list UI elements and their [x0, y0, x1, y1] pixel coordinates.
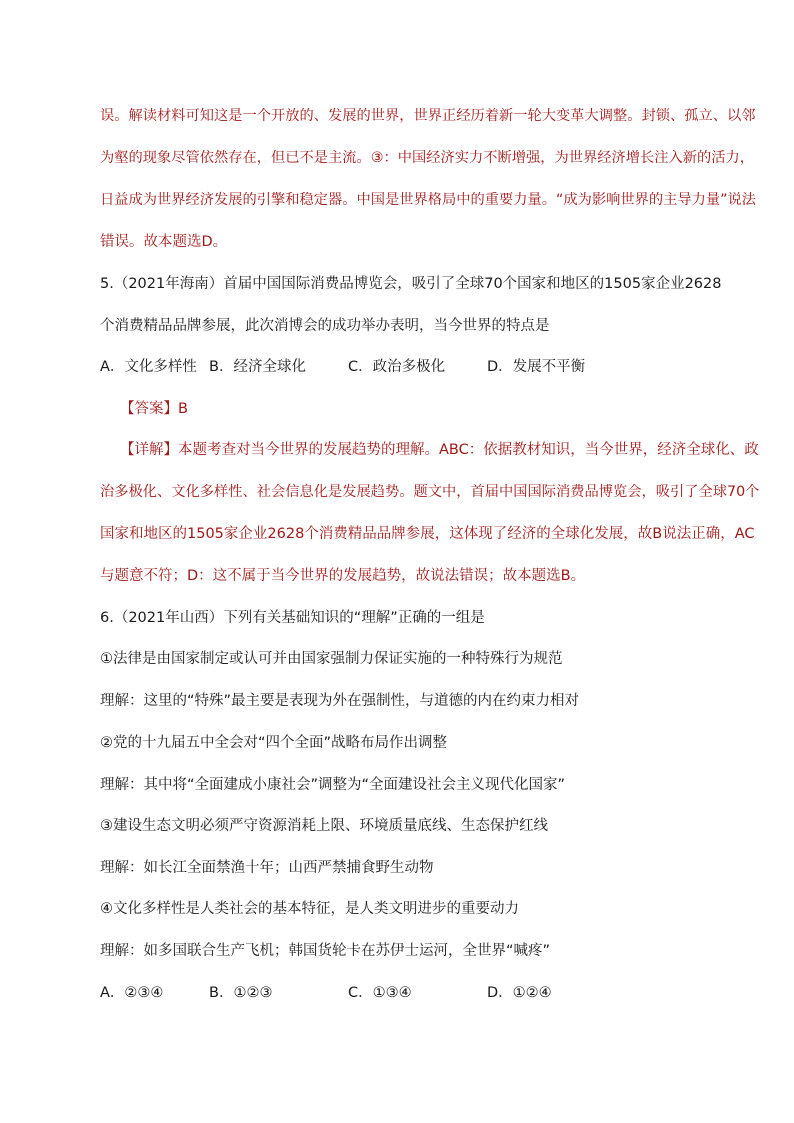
q5-stem-line-1: 5.（2021年海南）首届中国国际消费品博览会，吸引了全球70个国家和地区的1505家企业2628 [100, 276, 722, 292]
q6-option-d: D．①②④ [487, 985, 552, 1001]
q5-option-b: B．经济全球化 [209, 359, 306, 375]
q5-stem-line-2: 个消费精品品牌参展，此次消博会的成功举办表明，当今世界的特点是 [100, 318, 550, 334]
prev-explanation-line-1: 误。解读材料可知这是一个开放的、发展的世界，世界正经历着新一轮大变革大调整。封锁、孤立、以邻 [100, 108, 756, 124]
q6-understanding-3: 理解：如长江全面禁渔十年；山西严禁捕食野生动物 [100, 860, 434, 876]
q6-understanding-2: 理解：其中将“全面建成小康社会”调整为“全面建设社会主义现代化国家” [100, 777, 566, 793]
q6-understanding-4: 理解：如多国联合生产飞机；韩国货轮卡在苏伊士运河，全世界“喊疼” [100, 943, 551, 959]
q6-item-3: ③建设生态文明必须严守资源消耗上限、环境质量底线、生态保护红线 [100, 818, 548, 834]
q5-detail-line-3: 国家和地区的1505家企业2628个消费精品品牌参展，这体现了经济的全球化发展，故B说法正确，AC [100, 526, 755, 542]
q5-detail-line-4: 与题意不符；D：这不属于当今世界的发展趋势，故说法错误；故本题选B。 [100, 568, 586, 584]
q5-detail-line-2: 治多极化、文化多样性、社会信息化是发展趋势。题文中，首届中国国际消费品博览会，吸引了全球70个 [100, 484, 760, 500]
q6-item-2: ②党的十九届五中全会对“四个全面”战略布局作出调整 [100, 735, 448, 751]
q6-stem: 6.（2021年山西）下列有关基础知识的“理解”正确的一组是 [100, 610, 485, 626]
q5-option-d: D．发展不平衡 [487, 359, 586, 375]
q6-item-1: ①法律是由国家制定或认可并由国家强制力保证实施的一种特殊行为规范 [100, 651, 563, 667]
q6-understanding-1: 理解：这里的“特殊”最主要是表现为外在强制性，与道德的内在约束力相对 [100, 693, 580, 709]
prev-explanation-line-4: 错误。故本题选D。 [100, 234, 228, 250]
q6-item-4: ④文化多样性是人类社会的基本特征，是人类文明进步的重要动力 [100, 901, 519, 917]
prev-explanation-line-3: 日益成为世界经济发展的引擎和稳定器。中国是世界格局中的重要力量。“成为影响世界的主导力量”说法 [100, 192, 757, 208]
q5-option-c: C．政治多极化 [348, 359, 446, 375]
q6-option-c: C．①③④ [348, 985, 412, 1001]
q5-answer: 【答案】B [120, 401, 188, 417]
q6-option-b: B．①②③ [209, 985, 273, 1001]
q6-option-a: A．②③④ [100, 985, 164, 1001]
prev-explanation-line-2: 为壑的现象尽管依然存在，但已不是主流。③：中国经济实力不断增强，为世界经济增长注入新的活力， [100, 150, 755, 166]
q5-detail-line-1: 【详解】本题考查对当今世界的发展趋势的理解。ABC：依据教材知识，当今世界，经济全球化、政 [120, 442, 759, 458]
q5-option-a: A．文化多样性 [100, 359, 197, 375]
